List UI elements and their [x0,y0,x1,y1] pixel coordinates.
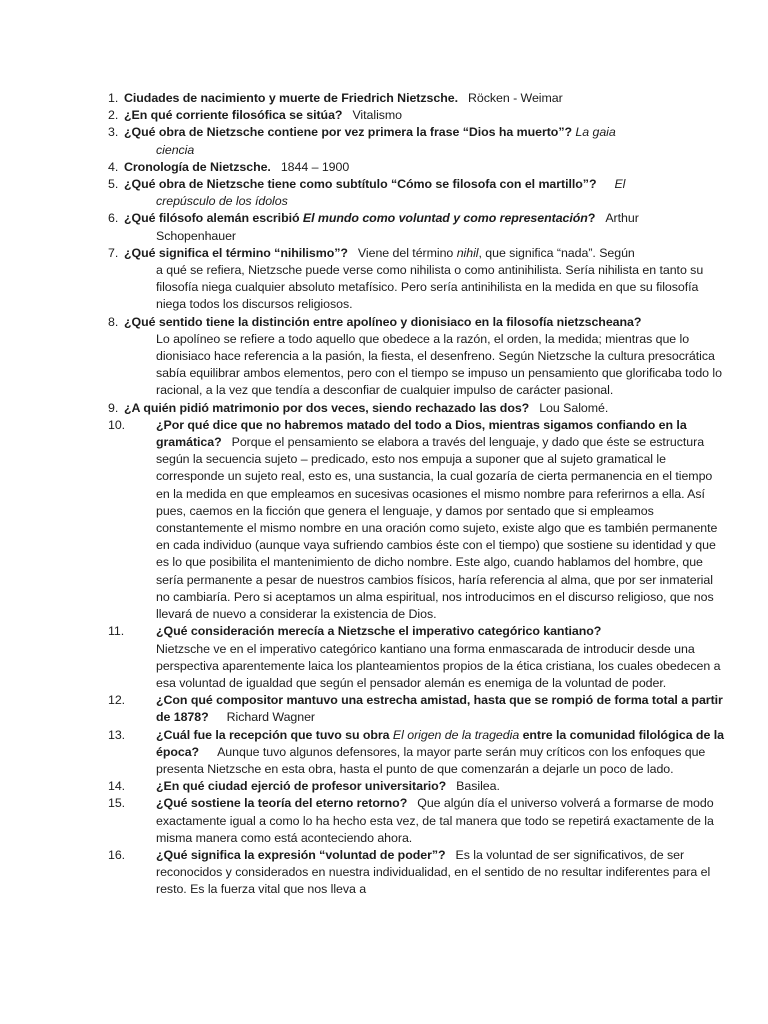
question-number: 2. [108,108,119,123]
question-text: ¿Qué significa la expresión “voluntad de poder”? [156,847,446,862]
answer-text: Aunque tuvo algunos defensores, la mayor parte serán muy críticos con los enfoques que presenta Nietzsche en esta obra, hasta el punto de que comenzarán a dejarle un poco de lado. [156,744,706,776]
question-number: 1. [108,91,119,105]
question-text: ¿Qué obra de Nietzsche tiene como subtítulo “Cómo se filosofa con el martillo”? [124,177,597,192]
question-text: Ciudades de nacimiento y muerte de Friedrich Nietzsche. [124,91,458,105]
question-item-7 [108,245,728,314]
answer-text-continued: ciencia [156,142,195,157]
question-text: ¿Por qué dice que no habremos matado del todo a Dios, mientras sigamos confiando en la gramática? [156,417,687,450]
question-text: ¿Qué sostiene la teoría del eterno retorno? [156,796,408,811]
question-item-13 [108,727,728,779]
question-number: 8. [108,314,119,329]
question-text: ¿En qué corriente filosófica se sitúa? [124,108,343,123]
answer-text: El [614,177,626,192]
question-text: ¿Qué sentido tiene la distinción entre apolíneo y dionisiaco en la filosofía nietzscheana? [124,314,642,329]
question-item-12 [108,692,728,726]
question-number: 5. [108,177,119,192]
answer-text: Lou Salomé. [539,400,609,415]
question-number: 16. [108,847,126,862]
answer-body: Nietzsche ve en el imperativo categórico kantiano una forma enmascarada de introducir desde una perspectiva aparentemente laica los planteamientos propios de la ética cristiana, los cuales obedecen a esa voluntad de igualdad que según el pensador alemán es enemiga de la voluntad de poder. [156,641,721,690]
question-text-end: entre la comunidad filológica de la época? [156,727,724,759]
question-item-11 [108,623,728,692]
answer-term: nihil [456,245,479,260]
question-number: 12. [108,693,126,708]
question-number: 14. [108,779,126,794]
answer-text: Röcken - Weimar [467,91,563,105]
question-item-3 [108,124,728,158]
answer-text: Viene del término [357,245,454,260]
answer-text: Basilea. [456,779,500,794]
answer-text: Que algún día el universo volverá a formarse de modo exactamente igual a como lo ha hecho esta vez, de tal manera que todo se repetirá exactamente de la misma manera como está aconteciendo ahora. [156,796,714,845]
answer-text: Richard Wagner [226,710,316,725]
question-item-5 [108,176,728,210]
answer-body: a qué se refiera, Nietzsche puede verse como nihilista o como antinihilista. Sería nihilista en tanto su filosofía niega cualquier absoluto metafísico. Pero sería antinihilista en la medida en que su filosofía niega todos los discursos religiosos. [156,263,704,312]
question-item-6 [108,210,728,244]
question-item-1 [108,90,728,107]
question-text: ¿En qué ciudad ejerció de profesor universitario? [156,779,447,794]
question-item-15 [108,795,728,847]
question-item-8 [108,314,728,400]
question-item-9 [108,400,728,417]
question-text: ¿Qué consideración merecía a Nietzsche el imperativo categórico kantiano? [156,624,602,639]
question-text: ¿Qué obra de Nietzsche contiene por vez primera la frase “Dios ha muerto”? [124,125,572,140]
question-number: 9. [108,400,119,415]
question-book-title: El mundo como voluntad y como representación [302,211,588,226]
answer-text: La gaia [575,125,616,140]
question-number: 10. [108,417,126,432]
question-number: 11. [108,624,125,639]
question-number: 6. [108,211,119,226]
answer-text-continued: crepúsculo de los ídolos [156,194,288,209]
answer-text: Arthur [605,211,639,226]
question-number: 4. [108,159,119,174]
question-item-10 [108,417,728,623]
question-text: ¿A quién pidió matrimonio por dos veces, siendo rechazado las dos? [124,400,530,415]
question-number: 3. [108,125,119,140]
question-item-2 [108,107,728,124]
answer-text: Es la voluntad de ser significativos, de ser reconocidos y considerados en nuestra individualidad, en el sentido de no resultar indiferentes para el resto. Es la fuerza vital que nos lleva a [156,847,711,897]
question-text: ¿Con qué compositor mantuvo una estrecha amistad, hasta que se rompió de forma total a partir de 1878? [156,693,723,725]
question-text: ¿Qué significa el término “nihilismo”? [124,245,348,260]
answer-text-continued: Schopenhauer [156,228,237,243]
question-number: 13. [108,727,126,742]
question-book-title: El origen de la tragedia [392,727,520,742]
question-text: ¿Qué filósofo alemán escribió [124,211,300,226]
question-item-16 [108,847,728,899]
answer-text-rest: , que significa “nada”. Según [478,245,635,260]
answer-text: 1844 – 1900 [280,159,350,174]
question-text: Cronología de Nietzsche. [124,159,271,174]
answer-body: Lo apolíneo se refiere a todo aquello que obedece a la razón, el orden, la medida; mientras que lo dionisiaco hace referencia a la pasión, la fiesta, el desenfreno. Según Nietzsche la cultura presocrática sabía equilibrar ambos elementos, pero con el tiempo se impuso un pensamiento que glorificaba todo lo racional, a la vez que tendía a desconfiar de cualquier impulso de carácter pasional. [156,331,722,398]
question-number: 7. [108,245,119,260]
question-item-14 [108,778,728,795]
question-text: ¿Cuál fue la recepción que tuvo su obra [156,727,390,742]
question-item-4 [108,159,728,176]
answer-text: Porque el pensamiento se elabora a través del lenguaje, y dado que éste se estructura según la secuencia sujeto – predicado, esto nos empuja a suponer que al sujeto gramatical le corresponde un sujeto real, esto es, una sustancia, la cual gozaría de cierta permanencia en el tiempo en la medida en que empleamos en sucesivas ocasiones el mismo nombre para referirnos a ella. Así pues, caemos en la ficción que genera el lenguaje, y damos por sentado que si empleamos constantemente el mismo nombre en una oración como sujeto, existe algo que es también permanente en cada individuo (aunque vaya sufriendo cambios éste con el tiempo) que sostiene su identidad y que es lo que posibilita el mantenimiento de dicho nombre. Este algo, cuando hablamos del hombre, que sería permanente a pesar de nuestros cambios físicos, haría referencia al alma, que por ser inmaterial no cambiaría. Pero si aceptamos un alma espiritual, nos introducimos en el discurso religioso, que nos llevará de nuevo a considerar la existencia de Dios. [156,435,718,622]
question-number: 15. [108,796,126,811]
answer-text: Vitalismo [352,108,403,123]
question-text-end: ? [587,211,596,226]
